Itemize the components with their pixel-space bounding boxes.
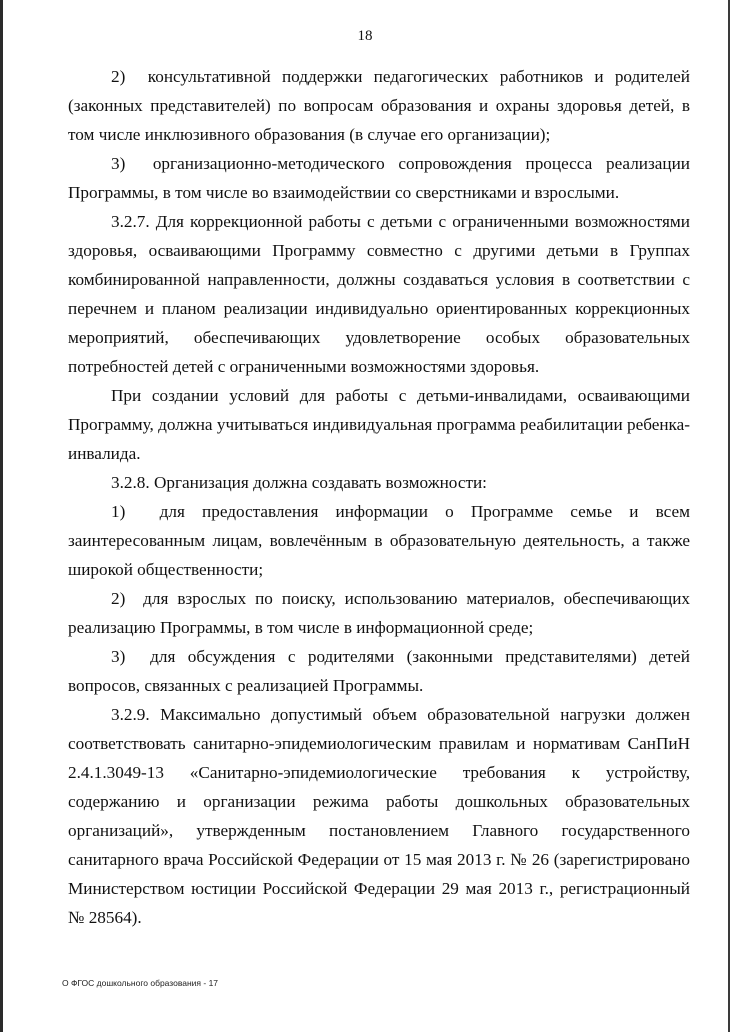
paragraph-3-2-7: 3.2.7. Для коррекционной работы с детьми с ограниченными возможностями здоровья, осваивающими Программу совместно с другими детьми в Группах комбинированной направленности, должны создаваться условия в соответствии с перечнем и планом реализации индивидуально ориентированных коррекционных мероприятий, обеспечивающих удовлетворение особых образовательных потребностей детей с ограниченными возможностями здоровья.: [68, 212, 690, 376]
paragraph-disabled-children: При создании условий для работы с детьми-инвалидами, осваивающими Программу, должна учитываться индивидуальная программа реабилитации ребенка-инвалида.: [68, 386, 690, 463]
footer-note: О ФГОС дошкольного образования - 17: [62, 978, 219, 988]
paragraph-discussion: 3) для обсуждения с родителями (законными представителями) детей вопросов, связанных с реализацией Программы.: [68, 647, 690, 695]
paragraph-methodical-support: 3) организационно-методического сопровождения процесса реализации Программы, в том числе во взаимодействии со сверстниками и взрослыми.: [68, 154, 690, 202]
scan-edge-left: [0, 0, 3, 1032]
paragraph-3-2-9: 3.2.9. Максимально допустимый объем образовательной нагрузки должен соответствовать санитарно-эпидемиологическим правилам и нормативам СанПиН 2.4.1.3049-13 «Санитарно-эпидемиологические требования к устройству, содержанию и организации режима работы дошкольных образовательных организаций», утвержденным постановлением Главного государственного санитарного врача Российской Федерации от 15 мая 2013 г. № 26 (зарегистрировано Министерством юстиции Российской Федерации 29 мая 2013 г., регистрационный № 28564).: [68, 705, 690, 927]
paragraph-information: 1) для предоставления информации о Программе семье и всем заинтересованным лицам, вовлечённым в образовательную деятельность, а также широкой общественности;: [68, 502, 690, 579]
paragraph-materials: 2) для взрослых по поиску, использованию материалов, обеспечивающих реализацию Программы, в том числе в информационной среде;: [68, 589, 690, 637]
page-number: 18: [357, 28, 373, 44]
paragraph-consultative-support: 2) консультативной поддержки педагогических работников и родителей (законных представителей) по вопросам образования и охраны здоровья детей, в том числе инклюзивного образования (в случае его организации);: [68, 67, 690, 144]
paragraph-3-2-8: 3.2.8. Организация должна создавать возможности:: [111, 473, 487, 492]
document-body: [68, 62, 690, 932]
